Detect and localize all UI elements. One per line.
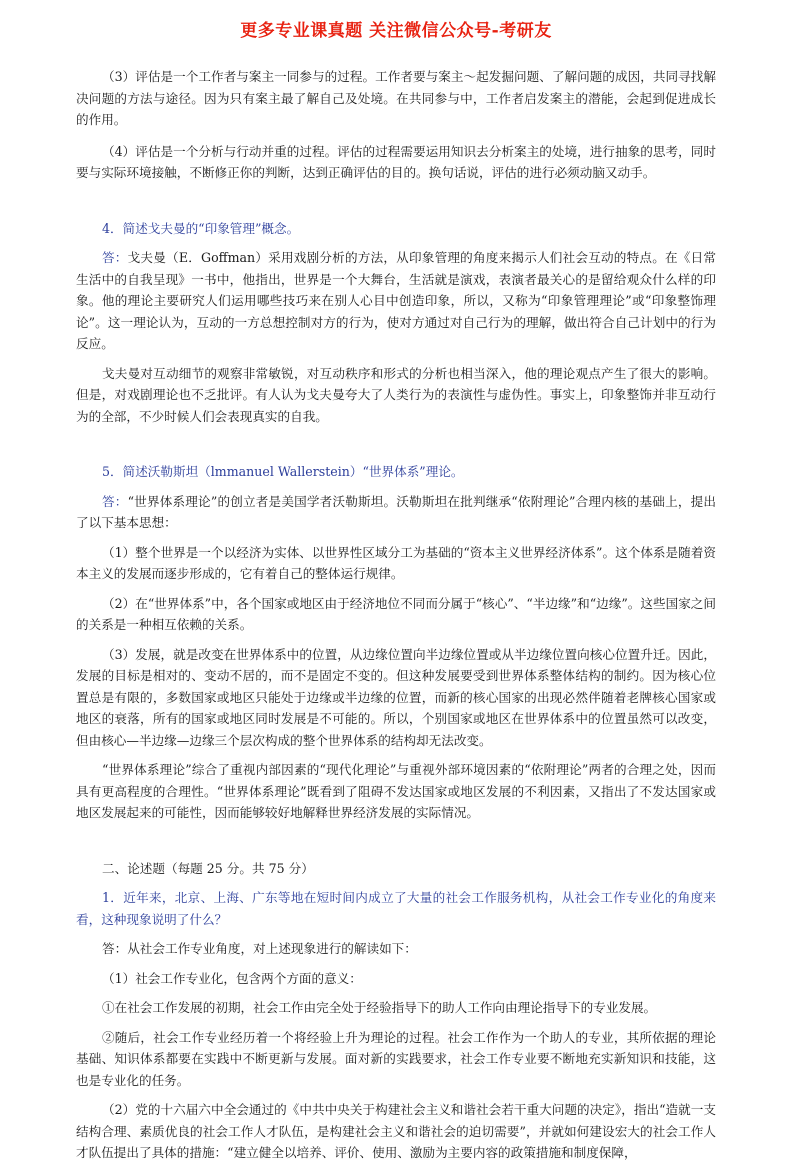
document-body xyxy=(76,66,716,1164)
question-5-summary: “世界体系理论”综合了重视内部因素的“现代化理论”与重视外部环境因素的“依附理论”两者的合理之处，因而具有更高程度的合理性。“世界体系理论”既看到了阻碍不发达国家或地区发展的不利因素，又指出了不发达国家或地区发展起来的可能性，因而能够较好地解释世界经济发展的实际情况。 xyxy=(76,762,716,820)
question-4-answer-p2: 戈夫曼对互动细节的观察非常敏锐，对互动秩序和形式的分析也相当深入，他的理论观点产生了很大的影响。但是，对戏剧理论也不乏批评。有人认为戈夫曼夸大了人类行为的表演性与虚伪性。事实上，印象整饰并非互动行为的全部，不少时候人们会表现真实的自我。 xyxy=(76,365,716,424)
question-5-answer-intro xyxy=(76,491,716,534)
essay-sub-point-1: ①在社会工作发展的初期，社会工作由完全处于经验指导下的助人工作向由理论指导下的专业发展。 xyxy=(102,1000,657,1015)
essay-sub-point-2: ②随后，社会工作专业经历着一个将经验上升为理论的过程。社会工作作为一个助人的专业，其所依据的理论基础、知识体系都要在实践中不断更新与发展。面对新的实践要求，社会工作专业要不断地充实新知识和技能，这也是专业化的任务。 xyxy=(76,1029,716,1088)
question-5-title: 5．简述沃勒斯坦（lmmanuel Wallerstein）“世界体系”理论。 xyxy=(102,464,464,479)
essay-answer-intro: 答：从社会工作专业角度，对上述现象进行的解读如下： xyxy=(102,941,417,956)
evaluation-point-3: （3）评估是一个工作者与案主一同参与的过程。工作者要与案主～起发掘问题、了解问题的成因，共同寻找解决问题的方法与途径。因为只有案主最了解自己及处境。在共同参与中，工作者启发案主的潜能，会起到促进成长的作用。 xyxy=(76,69,716,127)
promo-banner: 更多专业课真题 关注微信公众号-考研友 xyxy=(240,21,552,41)
question-4-answer-p1 xyxy=(76,247,716,355)
answer-text: “世界体系理论”的创立者是美国学者沃勒斯坦。沃勒斯坦在批判继承“依附理论”合理内核的基础上，提出了以下基本思想： xyxy=(76,493,716,530)
essay-question-1: 1．近年来，北京、上海、广东等地在短时间内成立了大量的社会工作服务机构，从社会工作专业化的角度来看，这种现象说明了什么？ xyxy=(76,890,716,927)
evaluation-point-4: （4）评估是一个分析与行动并重的过程。评估的过程需要运用知识去分析案主的处境，进行抽象的思考，同时要与实际环境接触，不断修正你的判断，达到正确评估的目的。换句话说，评估的进行必须动脑又动手。 xyxy=(76,143,716,180)
question-5-point-1: （1）整个世界是一个以经济为实体、以世界性区域分工为基础的“资本主义世界经济体系”。这个体系是随着资本主义的发展而逐步形成的，它有着自己的整体运行规律。 xyxy=(76,544,716,581)
question-5-point-3: （3）发展，就是改变在世界体系中的位置，从边缘位置向半边缘位置或从半边缘位置向核心位置升迁。因此，发展的目标是相对的、变动不居的，而不是固定不变的。但这种发展要受到世界体系整体结构的制约。因为核心位置总是有限的，多数国家或地区只能处于边缘或半边缘的位置，而新的核心国家的出现必然伴随着老牌核心国家或地区的衰落，所有的国家或地区同时发展是不可能的。所以，个别国家或地区在世界体系中的位置虽然可以改变，但由核心—半边缘—边缘三个层次构成的整个世界体系的结构却无法改变。 xyxy=(76,646,716,748)
answer-label: 答： xyxy=(102,493,128,509)
question-5-point-2: （2）在“世界体系”中，各个国家或地区由于经济地位不同而分属于“核心”、“半边缘”和“边缘”。这些国家之间的关系是一种相互依赖的关系。 xyxy=(76,595,716,632)
answer-text: 戈夫曼（E．Goffman）采用戏剧分析的方法，从印象管理的角度来揭示人们社会互动的特点。在《日常生活中的自我呈现》一书中，他指出，世界是一个大舞台，生活就是演戏，表演者最关心的是留给观众什么样的印象。他的理论主要研究人们运用哪些技巧来在别人心目中创造印象，所以，又称为“印象管理理论”或“印象整饰理论”。这一理论认为，互动的一方总想控制对方的行为，使对方通过对自己行为的理解，做出符合自己计划中的行为反应。 xyxy=(76,250,716,351)
essay-point-2: （2）党的十六届六中全会通过的《中共中央关于构建社会主义和谐社会若干重大问题的决定》，指出“造就一支结构合理、素质优良的社会工作人才队伍，是构建社会主义和谐社会的迫切需要”，并就如何建设宏大的社会工作人才队伍提出了具体的措施：“建立健全以培养、评价、使用、激励为主要内容的政策措施和制度保障， xyxy=(76,1102,716,1160)
question-4-title: 4．简述戈夫曼的“印象管理”概念。 xyxy=(102,220,300,236)
essay-point-1: （1）社会工作专业化，包含两个方面的意义： xyxy=(102,970,362,986)
part-2-heading: 二、论述题（每题 25 分。共 75 分） xyxy=(102,860,314,876)
answer-label: 答： xyxy=(102,250,128,265)
